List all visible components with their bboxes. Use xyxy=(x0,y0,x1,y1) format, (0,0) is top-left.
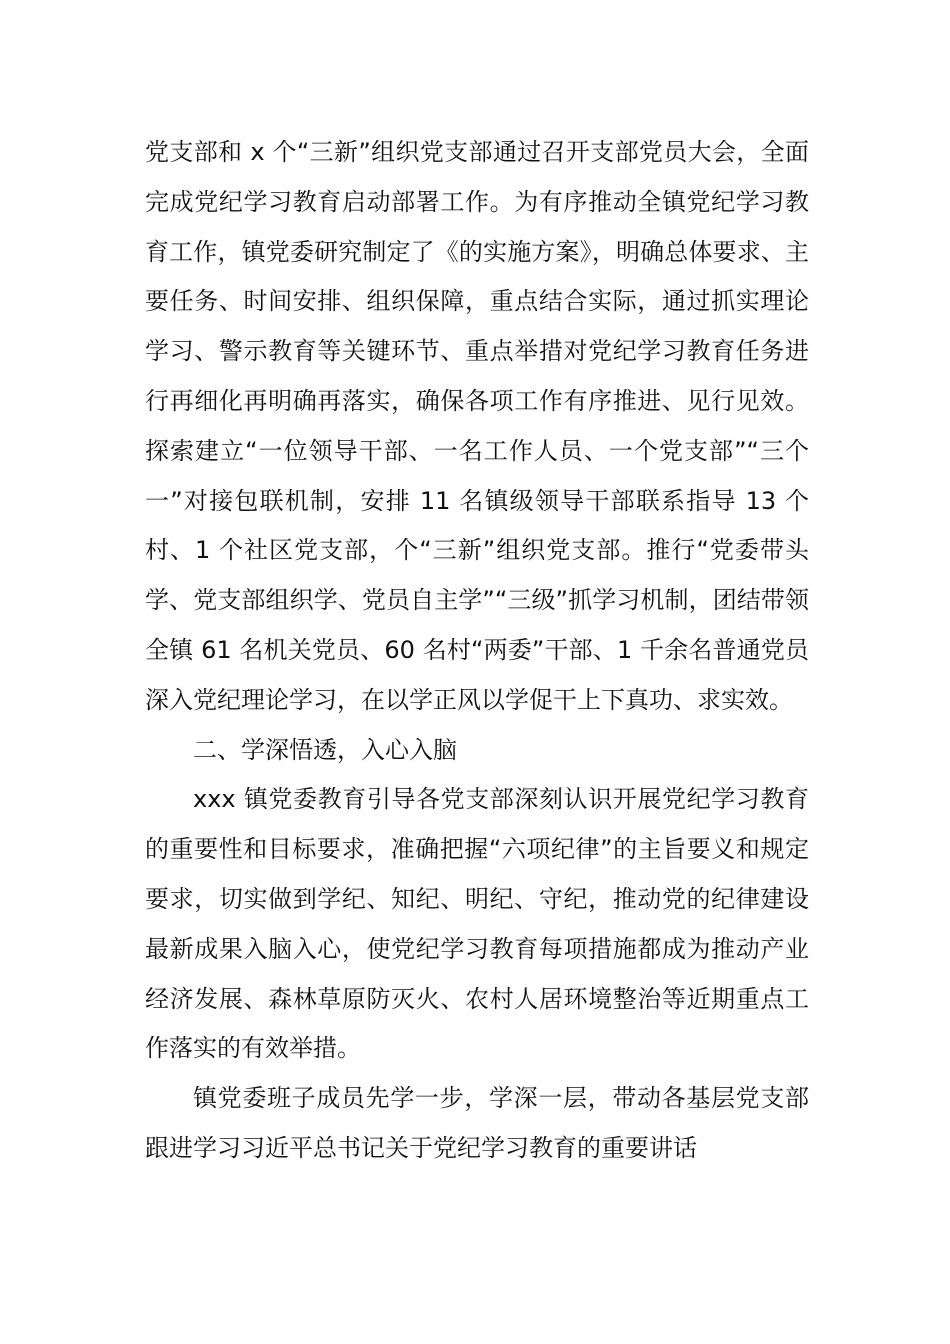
document-page xyxy=(145,128,809,1174)
body-paragraph: xxx 镇党委教育引导各党支部深刻认识开展党纪学习教育的重要性和目标要求，准确把握“六项纪律”的主旨要义和规定要求，切实做到学纪、知纪、明纪、守纪，推动党的纪律建设最新成果入脑入心，使党纪学习教育每项措施都成为推动产业经济发展、森林草原防灭火、农村人居环境整治等近期重点工作落实的有效举措。 xyxy=(145,785,809,1063)
body-paragraph: 党支部和 x 个“三新”组织党支部通过召开支部党员大会，全面完成党纪学习教育启动部署工作。为有序推动全镇党纪学习教育工作，镇党委研究制定了《的实施方案》，明确总体要求、主要任务、时间安排、组织保障，重点结合实际，通过抓实理论学习、警示教育等关键环节、重点举措对党纪学习教育任务进行再细化再明确再落实，确保各项工作有序推进、见行见效。探索建立“一位领导干部、一名工作人员、一个党支部”“三个一”对接包联机制，安排 11 名镇级领导干部联系指导 13 个村、1 个社区党支部，个“三新”组织党支部。推行“党委带头学、党支部组织学、党员自主学”“三级”抓学习机制，团结带领全镇 61 名机关党员、60 名村“两委”干部、1 千余名普通党员深入党纪理论学习，在以学正风以学促干上下真功、求实效。 xyxy=(145,138,809,714)
body-paragraph: 镇党委班子成员先学一步，学深一层，带动各基层党支部跟进学习习近平总书记关于党纪学习教育的重要讲话 xyxy=(145,1084,809,1162)
section-heading: 二、学深悟透，入心入脑 xyxy=(193,735,457,764)
